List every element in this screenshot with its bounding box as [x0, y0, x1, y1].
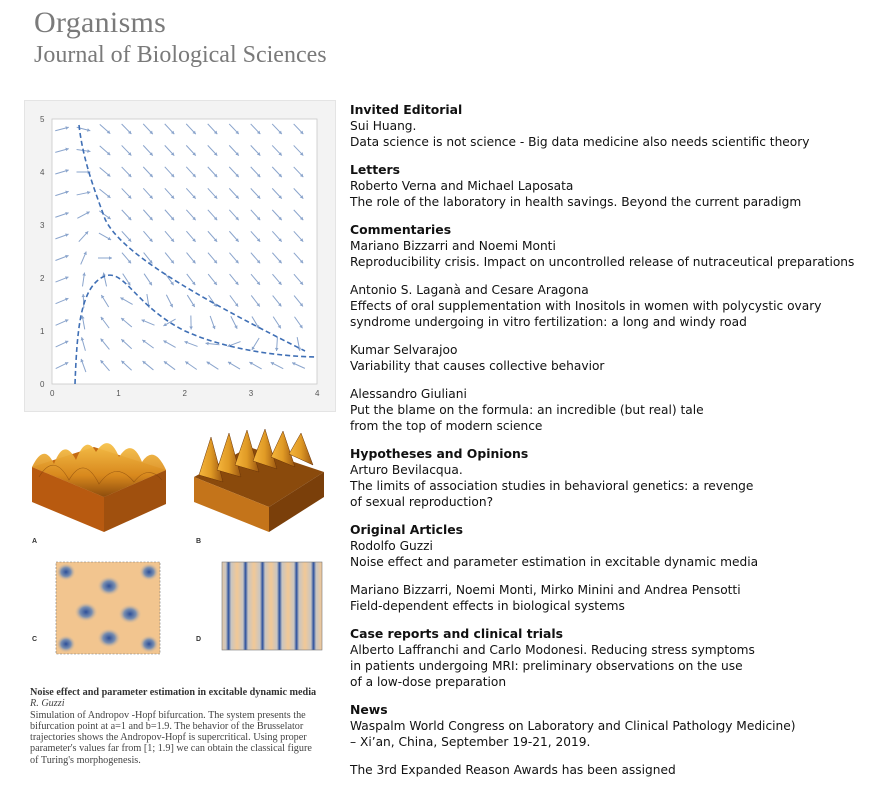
caption-line: parameter's values far from [1; 1.9] we can obtain the classical figure — [30, 743, 312, 755]
x-tick-label: 4 — [315, 389, 320, 398]
toc-section — [350, 522, 880, 614]
entry-title-line: in patients undergoing MRI: preliminary observations on the use — [350, 659, 743, 673]
section-heading: News — [350, 702, 388, 717]
article-entry[interactable] — [350, 342, 880, 374]
entry-title-line: Effects of oral supplementation with Inositols in women with polycystic ovary — [350, 299, 822, 313]
article-entry[interactable] — [350, 718, 880, 750]
caption-body — [30, 710, 330, 766]
article-entry[interactable] — [350, 762, 880, 778]
entry-title-line: – Xi’an, China, September 19-21, 2019. — [350, 735, 591, 749]
entry-title-line: of sexual reproduction? — [350, 495, 494, 509]
x-tick-label: 2 — [182, 389, 187, 398]
toc-section — [350, 626, 880, 690]
caption-line: of Turing's morphogenesis. — [30, 754, 141, 766]
y-tick-label: 2 — [40, 274, 45, 283]
entry-title-line: Noise effect and parameter estimation in excitable dynamic media — [350, 555, 759, 569]
journal-title: Organisms — [34, 6, 167, 39]
entry-authors: Roberto Verna and Michael Laposata — [350, 179, 574, 193]
toc-section — [350, 162, 880, 210]
figure-label-b: B — [196, 538, 202, 545]
x-tick-labels — [50, 389, 320, 398]
journal-subtitle: Journal of Biological Sciences — [34, 42, 327, 68]
figure-a-surface — [24, 422, 174, 547]
entry-authors: Antonio S. Laganà and Cesare Aragona — [350, 283, 589, 297]
stream-plot-svg — [25, 101, 335, 411]
entry-authors: Alessandro Giuliani — [350, 387, 467, 401]
entry-authors: The 3rd Expanded Reason Awards has been assigned — [350, 763, 676, 777]
entry-title-line: The limits of association studies in behavioral genetics: a revenge — [350, 479, 754, 493]
caption-line: Simulation of Andropov -Hopf bifurcation. The system presents the — [30, 709, 306, 721]
section-heading: Hypotheses and Opinions — [350, 446, 529, 461]
entry-title-line: Variability that causes collective behavior — [350, 359, 605, 373]
entry-title-line: of a low-dose preparation — [350, 675, 507, 689]
entry-authors: Alberto Laffranchi and Carlo Modonesi. Reducing stress symptoms — [350, 643, 755, 657]
y-tick-label: 1 — [40, 327, 45, 336]
entry-authors: Arturo Bevilacqua. — [350, 463, 463, 477]
y-tick-label: 3 — [40, 221, 45, 230]
entry-title-line: Put the blame on the formula: an incredible (but real) tale — [350, 403, 704, 417]
figure-b-waves — [189, 427, 334, 542]
entry-title-line: The role of the laboratory in health savings. Beyond the current paradigm — [350, 195, 802, 209]
article-entry[interactable] — [350, 582, 880, 614]
x-tick-label: 1 — [116, 389, 121, 398]
entry-authors: Mariano Bizzarri and Noemi Monti — [350, 239, 556, 253]
entry-authors: Waspalm World Congress on Laboratory and Clinical Pathology Medicine) — [350, 719, 796, 733]
article-entry[interactable] — [350, 462, 880, 510]
section-heading: Original Articles — [350, 522, 463, 537]
y-tick-label: 0 — [40, 380, 45, 389]
toc-section — [350, 102, 880, 150]
caption-author: R. Guzzi — [30, 698, 65, 710]
article-entry[interactable] — [350, 178, 880, 210]
stream-plot — [24, 100, 336, 412]
caption-line: bifurcation point at a=1 and b=1.9. The behavior of the Brusselator — [30, 720, 304, 732]
section-heading: Case reports and clinical trials — [350, 626, 563, 641]
entry-title-line: Data science is not science - Big data medicine also needs scientific theory — [350, 135, 810, 149]
entry-authors: Mariano Bizzarri, Noemi Monti, Mirko Minini and Andrea Pensotti — [350, 583, 741, 597]
entry-title-line: syndrome undergoing in vitro fertilization: a long and windy road — [350, 315, 747, 329]
section-heading: Invited Editorial — [350, 102, 463, 117]
caption-line: trajectories shows the Andropov-Hopf is supercritical. Using proper — [30, 732, 307, 744]
toc-section — [350, 702, 880, 778]
entry-authors: Sui Huang. — [350, 119, 417, 133]
y-tick-label: 5 — [40, 115, 45, 124]
article-entry[interactable] — [350, 642, 880, 690]
masthead — [34, 6, 327, 69]
section-heading: Letters — [350, 162, 401, 177]
entry-authors: Kumar Selvarajoo — [350, 343, 458, 357]
figure-caption — [30, 687, 330, 766]
article-entry[interactable] — [350, 118, 880, 150]
article-entry[interactable] — [350, 386, 880, 434]
article-entry[interactable] — [350, 238, 880, 270]
caption-title: Noise effect and parameter estimation in excitable dynamic media — [30, 687, 317, 698]
figure-label-a: A — [32, 538, 38, 545]
x-tick-label: 3 — [248, 389, 254, 398]
figure-label-c: C — [32, 636, 38, 643]
x-tick-label: 0 — [50, 389, 55, 398]
entry-title-line: from the top of modern science — [350, 419, 543, 433]
toc-section — [350, 222, 880, 434]
toc-section — [350, 446, 880, 510]
y-tick-labels — [40, 115, 45, 389]
article-entry[interactable] — [350, 538, 880, 570]
figure-c-spots — [54, 560, 164, 660]
entry-title-line: Field-dependent effects in biological systems — [350, 599, 625, 613]
article-entry[interactable] — [350, 282, 880, 330]
y-tick-label: 4 — [40, 168, 45, 177]
entry-authors: Rodolfo Guzzi — [350, 539, 433, 553]
section-heading: Commentaries — [350, 222, 452, 237]
entry-title-line: Reproducibility crisis. Impact on uncontrolled release of nutraceutical preparations — [350, 255, 855, 269]
table-of-contents — [350, 102, 880, 790]
figure-label-d: D — [196, 636, 202, 643]
figure-d-stripes — [220, 560, 326, 656]
